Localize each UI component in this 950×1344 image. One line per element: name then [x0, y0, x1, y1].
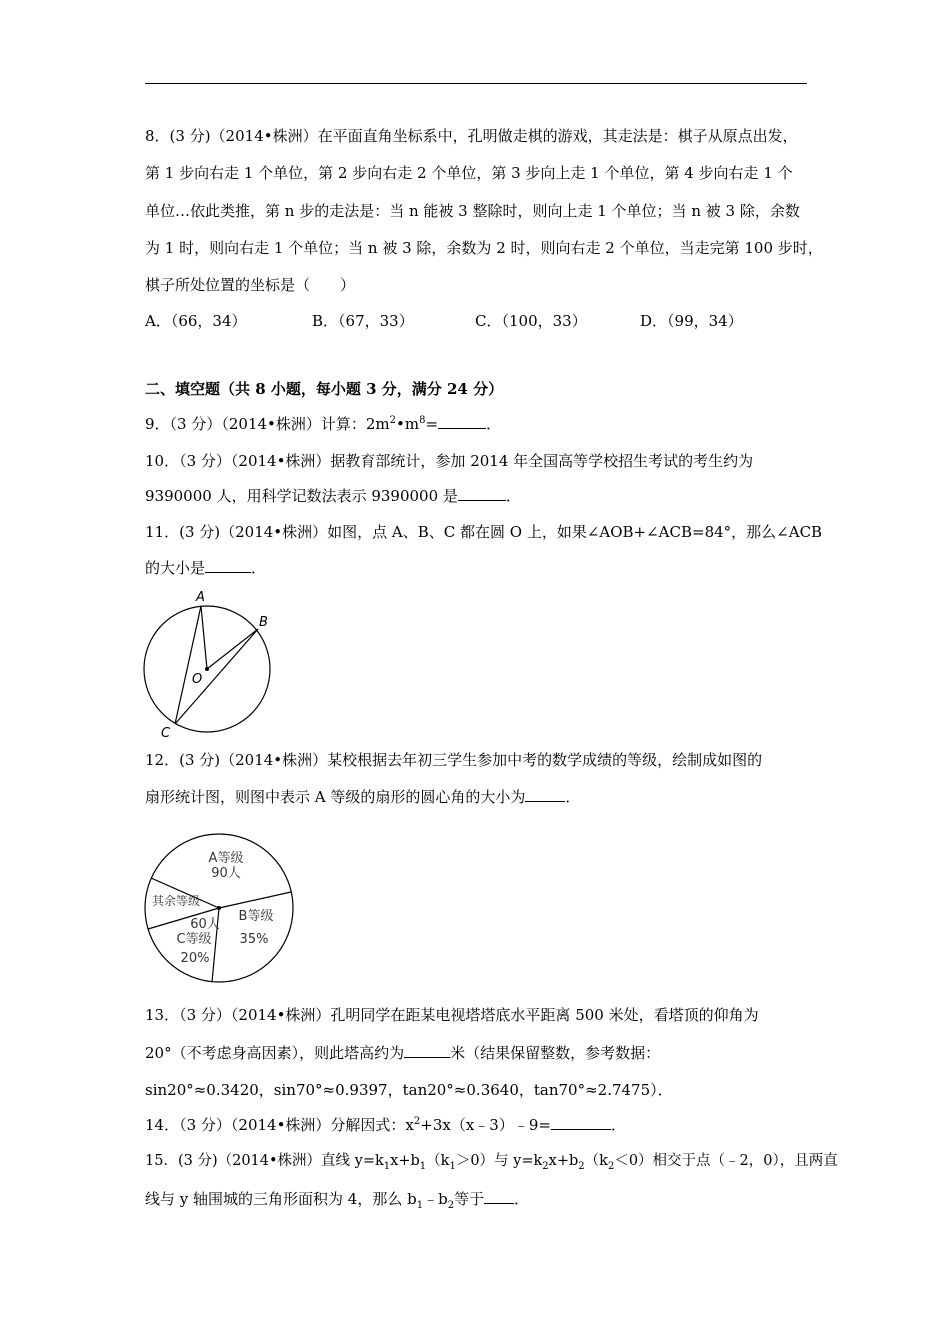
q10-text: 9390000 人，用科学记数法表示 9390000 是: [145, 487, 458, 505]
center-point: [205, 667, 209, 671]
q14-end: ．: [610, 1116, 626, 1134]
q9-suffix: =: [425, 415, 439, 433]
q15-sub: 2: [607, 1160, 615, 1172]
q15-sub: 2: [542, 1160, 549, 1172]
q8-line: 8．(3 分)（2014•株洲）在平面直角坐标系中，孔明做走棋的游戏，其走法是：棋子从原点出发，: [145, 127, 798, 145]
q9-prefix: 9．（3 分）（2014•株洲）计算：2m: [145, 415, 390, 433]
label-o: O: [192, 672, 203, 687]
slice-other-value: 60人: [190, 917, 220, 932]
slice-a-value: 90人: [211, 866, 241, 881]
label-c: C: [161, 726, 171, 741]
q14-answer-blank: [551, 1115, 611, 1130]
q11-text: 的大小是: [145, 559, 206, 577]
pie-center: [217, 906, 221, 910]
section-heading: 二、填空题（共 8 小题，每小题 3 分，满分 24 分）: [145, 380, 504, 398]
header-rule: [145, 83, 807, 84]
slice-c-value: 20%: [180, 951, 210, 966]
chord-cb: [175, 629, 258, 724]
q15-text: ＞0）与 y=k: [455, 1153, 543, 1169]
q13-line2: [145, 1043, 660, 1063]
q15-text: （k: [426, 1153, 450, 1169]
q11-answer-blank: [205, 558, 251, 573]
q9-end: ．: [486, 415, 502, 433]
q8-option-a: A．（66，34）: [145, 312, 247, 330]
slice-a-label: A等级: [208, 851, 244, 866]
q15-sub: 1: [383, 1160, 391, 1172]
q12-answer-blank: [525, 787, 565, 802]
q10-answer-blank: [458, 486, 506, 501]
q13-text-b: 米（结果保留整数，参考数据：: [450, 1044, 661, 1062]
q8-line: 棋子所处位置的坐标是（ ）: [145, 276, 356, 294]
q15-answer-blank: [484, 1189, 514, 1204]
q15-text: （k: [584, 1153, 608, 1169]
q15-line2: [145, 1189, 529, 1209]
radius-ob: [207, 629, 258, 669]
q8-option-b: B．（67，33）: [312, 312, 414, 330]
q11-line2: [145, 558, 266, 578]
q13-line3: sin20°≈0.3420，sin70°≈0.9397，tan20°≈0.3640，tan70°≈2.7475）．: [145, 1081, 673, 1099]
slice-other-label: 其余等级: [151, 894, 201, 908]
q8-option-c: C．（100，33）: [475, 312, 587, 330]
radius-oa: [201, 606, 207, 669]
label-a: A: [196, 590, 205, 605]
q15-text: x+b: [548, 1153, 579, 1169]
q15-text: 15．(3 分)（2014•株洲）直线 y=k: [145, 1153, 384, 1169]
q13-answer-blank: [404, 1043, 450, 1058]
pie-divider-a-b: [219, 892, 291, 908]
question-14: [145, 1115, 626, 1135]
q15-text: 等于: [454, 1190, 485, 1208]
q13-text-a: 20°（不考虑身高因素），则此塔高约为: [145, 1044, 405, 1062]
pie-chart: [142, 829, 302, 989]
q8-line: 单位…依此类推，第 n 步的走法是：当 n 能被 3 整除时，则向上走 1 个单位；当 n 被 3 除，余数: [145, 202, 800, 220]
q9-sup1: 2: [389, 415, 397, 426]
q15-text: 线与 y 轴围城的三角形面积为 4，那么 b: [145, 1190, 417, 1208]
q13-line1: 13．（3 分）（2014•株洲）孔明同学在距某电视塔塔底水平距离 500 米处，看塔顶的仰角为: [145, 1006, 759, 1024]
q15-sub: 2: [447, 1200, 455, 1211]
q15-sub: 1: [416, 1200, 424, 1211]
q10-end: ．: [505, 487, 521, 505]
q11-end: ．: [251, 559, 267, 577]
q9-answer-blank: [438, 414, 486, 429]
q9-mid: •m: [396, 415, 420, 433]
label-b: B: [259, 615, 268, 630]
q10-line1: 10．（3 分）（2014•株洲）据教育部统计，参加 2014 年全国高等学校招生考试的考生约为: [145, 452, 754, 470]
q14-prefix: 14．（3 分）（2014•株洲）分解因式：x: [145, 1116, 414, 1134]
q15-text: x+b: [390, 1153, 420, 1169]
slice-b-label: B等级: [238, 909, 274, 924]
question-9: [145, 414, 501, 434]
q15-text: ＜0）相交于点（﹣2，0），且两直: [614, 1153, 838, 1169]
q12-line2: [145, 787, 580, 807]
slice-c-label: C等级: [176, 932, 212, 947]
q11-line1: 11．(3 分)（2014•株洲）如图，点 A、B、C 都在圆 O 上，如果∠AOB+∠ACB=84°，那么∠ACB: [145, 523, 823, 541]
q14-suffix: +3x（x﹣3）﹣9=: [420, 1116, 551, 1134]
circle-figure: [140, 585, 280, 740]
q9-sup2: 8: [419, 415, 426, 426]
q12-line1: 12．(3 分)（2014•株洲）某校根据去年初三学生参加中考的数学成绩的等级，绘制成如图的: [145, 751, 763, 769]
q14-sup: 2: [413, 1116, 421, 1127]
q8-line: 为 1 时，则向右走 1 个单位；当 n 被 3 除，余数为 2 时，则向右走 2 个单位，当走完第 100 步时，: [145, 239, 823, 257]
q15-line1: [145, 1151, 838, 1171]
q12-text: 扇形统计图，则图中表示 A 等级的扇形的圆心角的大小为: [145, 788, 526, 806]
slice-b-value: 35%: [239, 932, 269, 947]
q8-option-d: D．（99，34）: [640, 312, 743, 330]
chord-ca: [175, 606, 201, 724]
q15-sub: 2: [578, 1160, 585, 1172]
q15-text: ﹣b: [423, 1190, 448, 1208]
q15-end: ．: [514, 1190, 530, 1208]
q15-sub: 1: [419, 1160, 427, 1172]
q15-sub: 1: [449, 1160, 456, 1172]
q8-line: 第 1 步向右走 1 个单位，第 2 步向右走 2 个单位，第 3 步向上走 1 个单位，第 4 步向右走 1 个: [145, 164, 793, 182]
q10-line2: [145, 486, 521, 506]
q12-end: ．: [565, 788, 581, 806]
